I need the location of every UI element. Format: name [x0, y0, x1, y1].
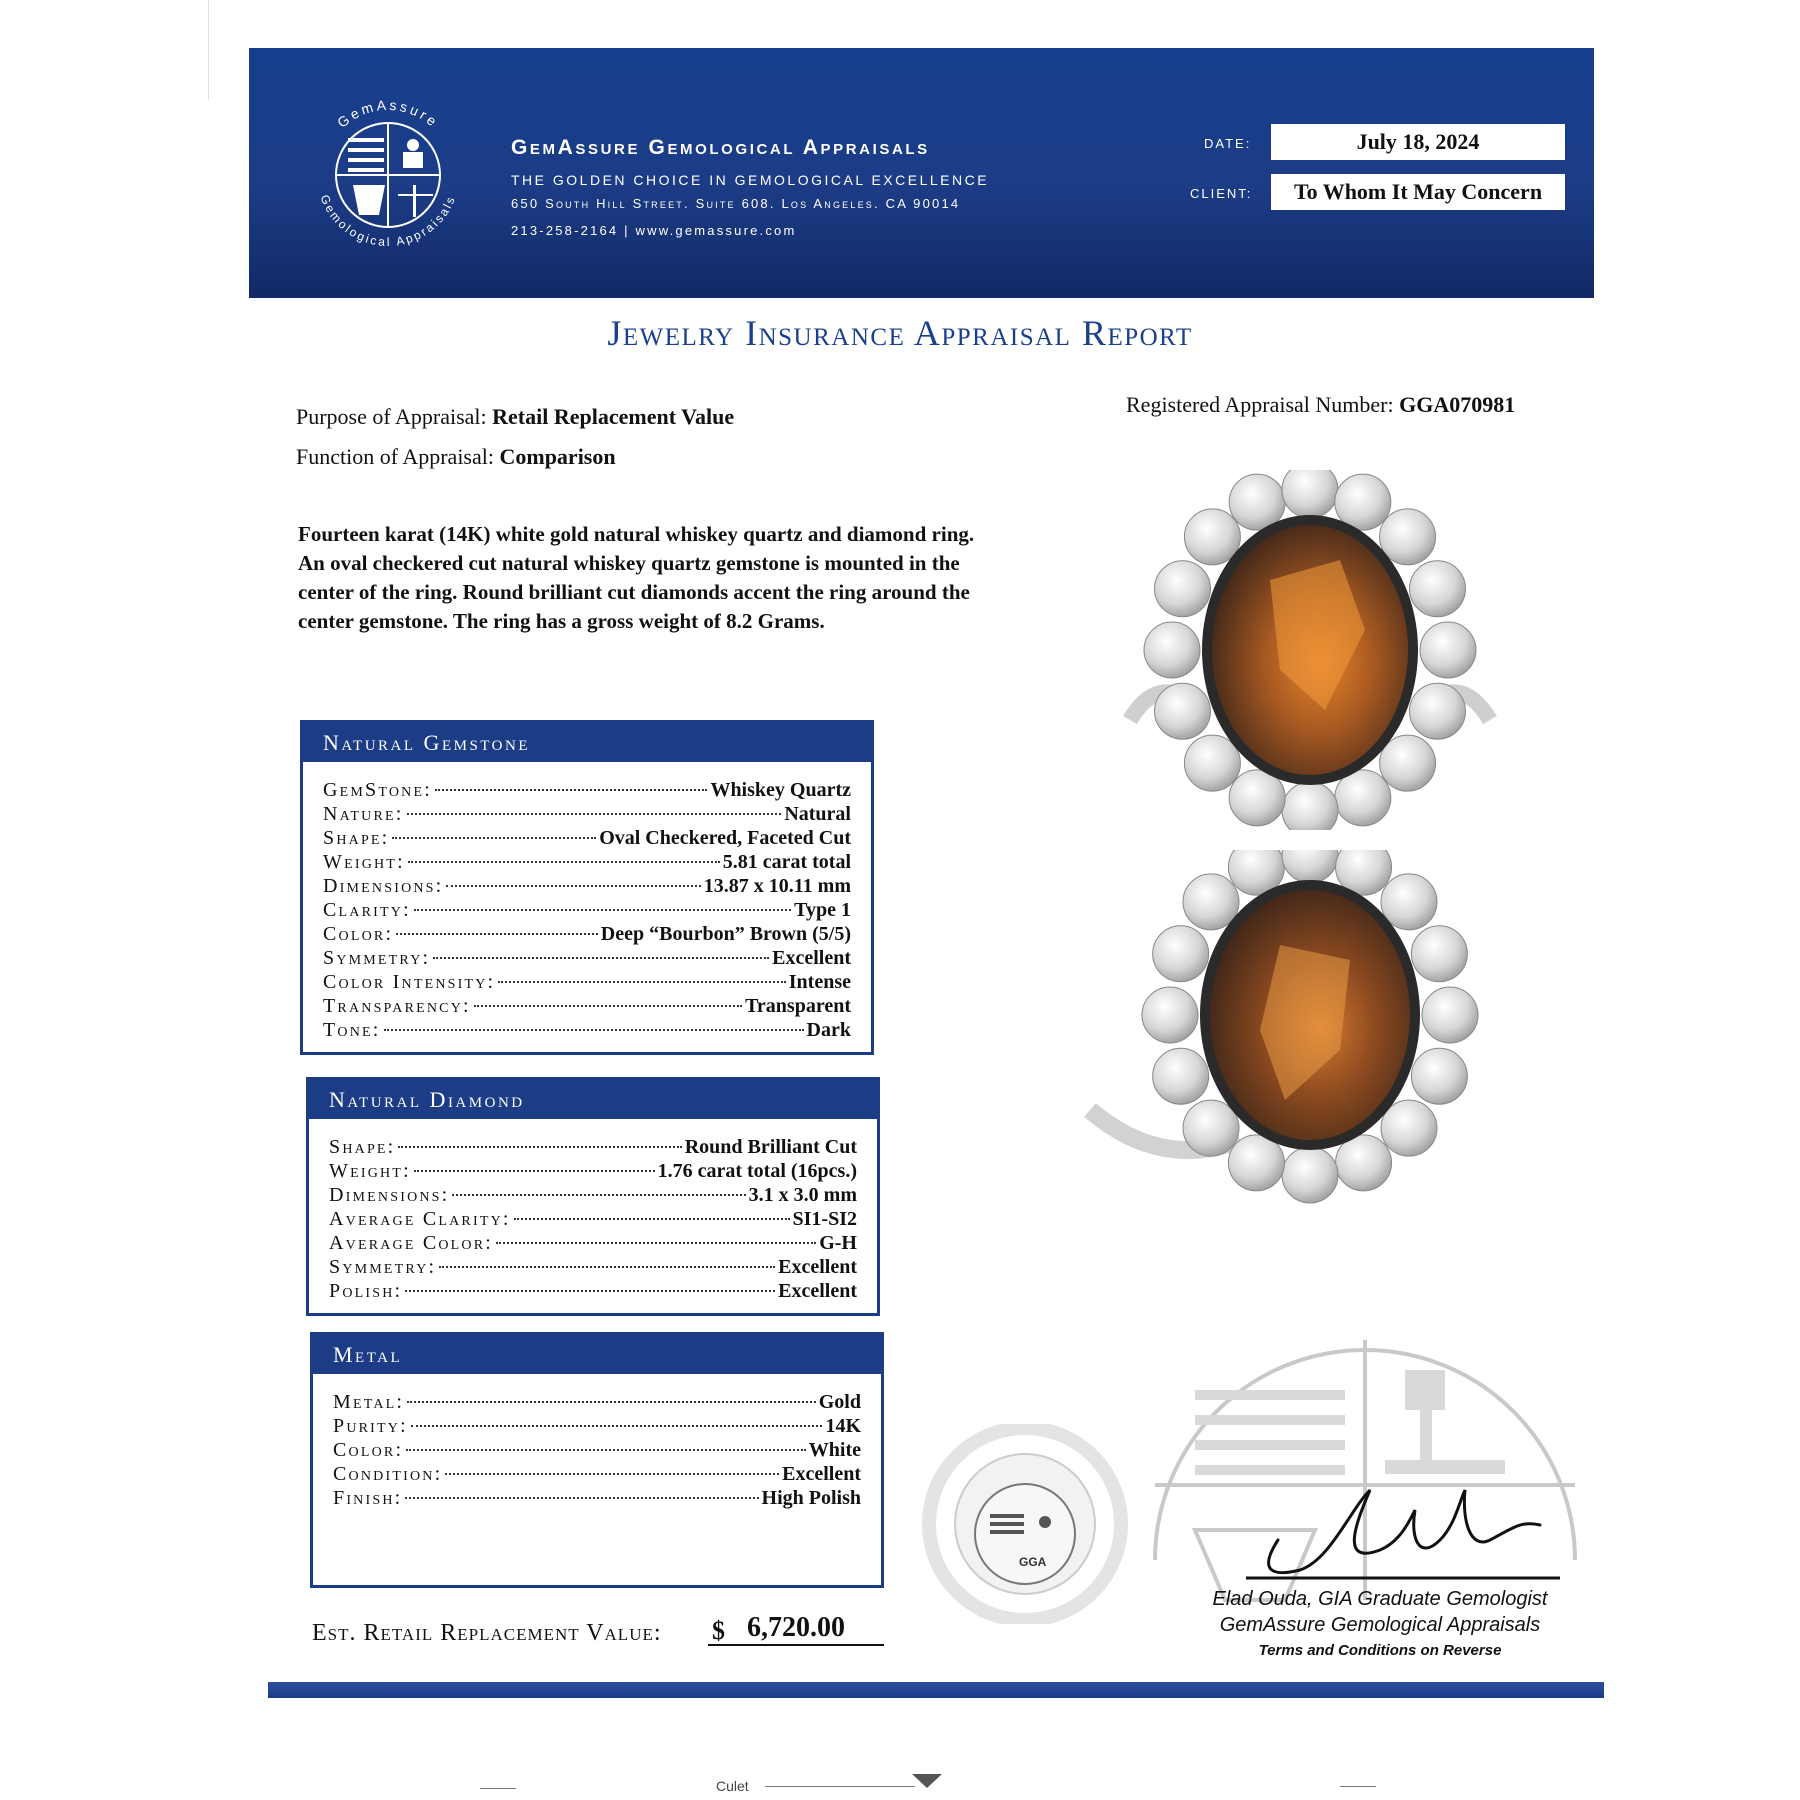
signer-name: Elad Ouda, GIA Graduate Gemologist — [1212, 1588, 1548, 1610]
spec-row — [323, 874, 851, 898]
spec-value: Deep “Bourbon” Brown (5/5) — [600, 923, 851, 945]
company-name: GemAssure Gemological Appraisals — [511, 136, 930, 159]
spec-label: Dimensions: — [323, 875, 444, 897]
spec-label: Nature: — [323, 803, 404, 825]
spec-value: Natural — [784, 803, 851, 825]
spec-value: Gold — [818, 1391, 861, 1413]
date-label: DATE: — [1204, 136, 1252, 151]
spec-value: 3.1 x 3.0 mm — [748, 1184, 857, 1206]
spec-label: Color Intensity: — [323, 971, 496, 993]
spec-label: Shape: — [323, 827, 390, 849]
function-label: Function of Appraisal: — [296, 444, 494, 469]
spec-row — [333, 1462, 861, 1486]
dot-leader — [408, 861, 720, 863]
metal-heading: Metal — [313, 1335, 881, 1374]
spec-row — [333, 1414, 861, 1438]
client-label: CLIENT: — [1190, 186, 1253, 201]
item-description: Fourteen karat (14K) white gold natural whiskey quartz and diamond ring. An oval checkered cut natural whiskey quartz gemstone is mounted in the center of the ring. Round brilliant cut diamonds accent the ring around the center gemstone. The ring has a gross weight of 8.2 Grams. — [298, 522, 975, 633]
spec-value: 5.81 carat total — [722, 851, 851, 873]
spec-label: Purity: — [333, 1415, 408, 1437]
hologram-stamp — [905, 1424, 1145, 1624]
signer-company: GemAssure Gemological Appraisals — [1219, 1614, 1541, 1636]
diamond-accent — [1184, 735, 1240, 791]
client-field: To Whom It May Concern — [1271, 174, 1565, 210]
retail-value-amount: 6,720.00 — [708, 1612, 884, 1646]
dot-leader — [414, 909, 791, 911]
dot-leader — [405, 1497, 758, 1499]
crop-mark-right — [1340, 1786, 1376, 1787]
diamond-accent — [1411, 1048, 1467, 1104]
diamond-accent — [1409, 561, 1465, 617]
diamond-accent — [1409, 683, 1465, 739]
dot-leader — [439, 1266, 775, 1268]
diamond-accent — [1380, 735, 1436, 791]
diamond-accent — [1155, 683, 1211, 739]
report-title: Jewelry Insurance Appraisal Report — [607, 313, 1193, 353]
spec-row — [329, 1207, 857, 1231]
spec-row — [323, 922, 851, 946]
spec-value: G-H — [819, 1232, 857, 1254]
dot-leader — [411, 1425, 823, 1427]
diamond-accent — [1183, 1100, 1239, 1156]
spec-label: Metal: — [333, 1391, 405, 1413]
seal-text-top: GemAssure — [334, 96, 443, 131]
spec-row — [323, 850, 851, 874]
spec-row — [333, 1486, 861, 1510]
spec-value: 1.76 carat total (16pcs.) — [657, 1160, 857, 1182]
retail-value-label: Est. Retail Replacement Value: — [312, 1620, 662, 1646]
spec-row — [323, 994, 851, 1018]
spec-row — [333, 1438, 861, 1462]
dot-leader — [446, 885, 700, 887]
metal-table — [310, 1332, 884, 1588]
spec-row — [323, 898, 851, 922]
seal-text-bottom: Gemological Appraisals — [317, 192, 459, 250]
currency-symbol: $ — [712, 1616, 725, 1645]
spec-label: Weight: — [323, 851, 405, 873]
dot-leader — [405, 1290, 775, 1292]
diamond-accent — [1183, 874, 1239, 930]
dot-leader — [396, 933, 598, 935]
header-banner — [249, 48, 1594, 298]
metal-rows — [313, 1374, 881, 1520]
terms-note: Terms and Conditions on Reverse — [1258, 1642, 1502, 1659]
registered-label: Registered Appraisal Number: — [1126, 392, 1394, 417]
scan-edge-text: Culet — [716, 1778, 749, 1794]
diamond-heading: Natural Diamond — [309, 1080, 877, 1119]
dot-leader — [398, 1146, 681, 1148]
spec-value: 13.87 x 10.11 mm — [703, 875, 851, 897]
diamond-rows — [309, 1119, 877, 1313]
gemstone-table — [300, 720, 874, 1055]
scan-edge-line — [765, 1786, 915, 1787]
spec-label: Dimensions: — [329, 1184, 450, 1206]
spec-row — [329, 1231, 857, 1255]
dot-leader — [433, 957, 769, 959]
spec-label: GemStone: — [323, 779, 432, 801]
registered-value: GGA070981 — [1399, 392, 1516, 417]
spec-label: Symmetry: — [329, 1256, 437, 1278]
spec-label: Finish: — [333, 1487, 403, 1509]
dot-leader — [514, 1218, 790, 1220]
spec-row — [329, 1183, 857, 1207]
purpose-value: Retail Replacement Value — [492, 404, 735, 429]
diamond-accent — [1381, 874, 1437, 930]
diamond-accent — [1142, 987, 1198, 1043]
spec-label: Weight: — [329, 1160, 411, 1182]
spec-label: Tone: — [323, 1019, 381, 1041]
spec-value: Excellent — [778, 1280, 857, 1302]
spec-value: High Polish — [761, 1487, 861, 1509]
diamond-table — [306, 1077, 880, 1316]
spec-label: Clarity: — [323, 899, 411, 921]
dot-leader — [474, 1005, 742, 1007]
gemassure-seal-logo — [303, 90, 473, 260]
spec-value: Dark — [806, 1019, 851, 1041]
spec-value: White — [808, 1439, 861, 1461]
spec-value: Transparent — [745, 995, 851, 1017]
dot-leader — [496, 1242, 816, 1244]
dot-leader — [445, 1473, 779, 1475]
spec-row — [333, 1390, 861, 1414]
function-line — [296, 444, 616, 470]
spec-value: Excellent — [778, 1256, 857, 1278]
spec-label: Average Clarity: — [329, 1208, 511, 1230]
ring-photo-bottom — [1070, 850, 1520, 1210]
dot-leader — [498, 981, 785, 983]
company-phone-web: 213-258-2164 | www.gemassure.com — [511, 223, 797, 238]
dot-leader — [392, 837, 596, 839]
diamond-accent — [1153, 926, 1209, 982]
dot-leader — [406, 1449, 806, 1451]
diamond-accent — [1282, 470, 1338, 518]
dot-leader — [414, 1170, 655, 1172]
diamond-accent — [1381, 1100, 1437, 1156]
spec-value: Whiskey Quartz — [710, 779, 851, 801]
diamond-accent — [1155, 561, 1211, 617]
company-tagline: THE GOLDEN CHOICE IN GEMOLOGICAL EXCELLENCE — [511, 172, 990, 188]
spec-row — [323, 946, 851, 970]
diamond-accent — [1144, 622, 1200, 678]
spec-label: Symmetry: — [323, 947, 431, 969]
spec-label: Color: — [333, 1439, 404, 1461]
spec-label: Color: — [323, 923, 394, 945]
stamp-text: GGA — [1019, 1555, 1047, 1569]
spec-row — [323, 826, 851, 850]
registered-number-line — [1126, 392, 1515, 418]
diamond-accent — [1420, 622, 1476, 678]
gemstone-rows — [303, 762, 871, 1052]
spec-row — [329, 1279, 857, 1303]
spec-value: 14K — [825, 1415, 861, 1437]
spec-row — [329, 1255, 857, 1279]
diamond-accent — [1282, 782, 1338, 830]
spec-row — [323, 1018, 851, 1042]
dot-leader — [407, 813, 782, 815]
spec-value: SI1-SI2 — [792, 1208, 857, 1230]
company-address: 650 South Hill Street. Suite 608. Los Angeles. CA 90014 — [511, 196, 961, 211]
spec-label: Polish: — [329, 1280, 403, 1302]
dot-leader — [384, 1029, 804, 1031]
spec-row — [329, 1159, 857, 1183]
scan-edge-vertical — [208, 0, 209, 100]
dot-leader — [407, 1401, 816, 1403]
diamond-accent — [1282, 1147, 1338, 1203]
spec-label: Condition: — [333, 1463, 443, 1485]
spec-row — [323, 970, 851, 994]
handwritten-signature — [1240, 1470, 1570, 1590]
spec-value: Type 1 — [794, 899, 851, 921]
spec-value: Excellent — [772, 947, 851, 969]
spec-value: Excellent — [782, 1463, 861, 1485]
gemstone-heading: Natural Gemstone — [303, 723, 871, 762]
diamond-accent — [1184, 509, 1240, 565]
spec-value: Oval Checkered, Faceted Cut — [599, 827, 851, 849]
date-field: July 18, 2024 — [1271, 124, 1565, 160]
purpose-label: Purpose of Appraisal: — [296, 404, 487, 429]
spec-value: Round Brilliant Cut — [684, 1136, 857, 1158]
diamond-accent — [1411, 926, 1467, 982]
spec-label: Transparency: — [323, 995, 471, 1017]
diamond-accent — [1153, 1048, 1209, 1104]
spec-label: Shape: — [329, 1136, 396, 1158]
dot-leader — [435, 789, 707, 791]
purpose-line — [296, 404, 734, 430]
spec-value: Intense — [788, 971, 851, 993]
diamond-accent — [1282, 850, 1338, 883]
dot-leader — [452, 1194, 745, 1196]
function-value: Comparison — [499, 444, 616, 469]
spec-row — [323, 778, 851, 802]
footer-bar — [268, 1682, 1604, 1698]
diamond-accent — [1380, 509, 1436, 565]
crop-mark-left — [480, 1788, 516, 1789]
spec-row — [323, 802, 851, 826]
ring-photo-top — [1120, 470, 1500, 830]
scan-edge-arrow — [912, 1774, 942, 1790]
spec-row — [329, 1135, 857, 1159]
spec-label: Average Color: — [329, 1232, 494, 1254]
diamond-accent — [1422, 987, 1478, 1043]
